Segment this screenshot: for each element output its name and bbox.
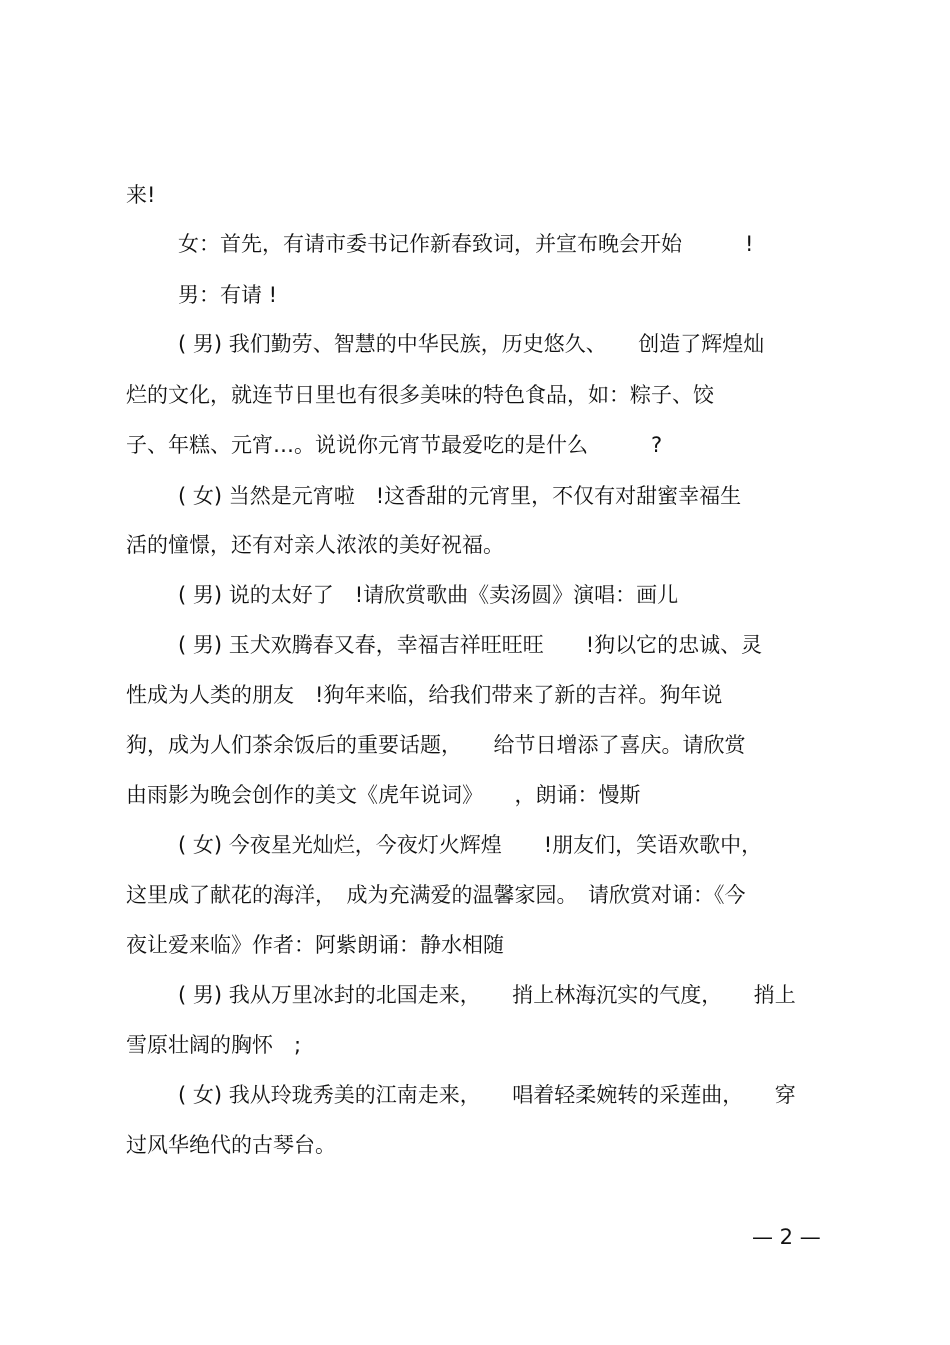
text-line: 性成为人类的朋友 !狗年来临，给我们带来了新的吉祥。狗年说 xyxy=(126,683,723,707)
text-line: 子、年糕、元宵…。说说你元宵节最爱吃的是什么 ? xyxy=(126,433,663,457)
text-line: ( 男) 玉犬欢腾春又春，幸福吉祥旺旺旺 !狗以它的忠诚、灵 xyxy=(178,633,763,657)
text-line: ( 男) 说的太好了 !请欣赏歌曲《卖汤圆》演唱：画儿 xyxy=(178,583,679,607)
text-line: 男：有请 ! xyxy=(178,283,278,307)
text-line: 夜让爱来临》作者：阿紫朗诵：静水相随 xyxy=(126,933,504,957)
text-line: ( 男) 我们勤劳、智慧的中华民族，历史悠久、 创造了辉煌灿 xyxy=(178,332,765,356)
text-line: 这里成了献花的海洋， 成为充满爱的温馨家园。 请欣赏对诵：《今 xyxy=(126,883,746,907)
page-number: — 2 — xyxy=(752,1225,821,1249)
text-line: ( 女) 当然是元宵啦 !这香甜的元宵里，不仅有对甜蜜幸福生 xyxy=(178,484,742,508)
text-line: 过风华绝代的古琴台。 xyxy=(126,1133,336,1157)
text-line: 狗，成为人们茶余饭后的重要话题， 给节日增添了喜庆。请欣赏 xyxy=(126,733,746,757)
text-line: 来! xyxy=(126,183,156,207)
text-line: 烂的文化，就连节日里也有很多美味的特色食品，如：粽子、饺 xyxy=(126,383,714,407)
text-line: 活的憧憬，还有对亲人浓浓的美好祝福。 xyxy=(126,533,504,557)
text-line: 由雨影为晚会创作的美文《虎年说词》 ，朗诵：慢斯 xyxy=(126,783,641,807)
text-line: ( 女) 今夜星光灿烂，今夜灯火辉煌 !朋友们，笑语欢歌中， xyxy=(178,833,763,857)
text-line: 女：首先，有请市委书记作新春致词，并宣布晚会开始 ! xyxy=(178,232,754,256)
text-line: 雪原壮阔的胸怀 ; xyxy=(126,1033,302,1057)
text-line: ( 女) 我从玲珑秀美的江南走来， 唱着轻柔婉转的采莲曲， 穿 xyxy=(178,1083,796,1107)
text-line: ( 男) 我从万里冰封的北国走来， 捎上林海沉实的气度， 捎上 xyxy=(178,983,796,1007)
